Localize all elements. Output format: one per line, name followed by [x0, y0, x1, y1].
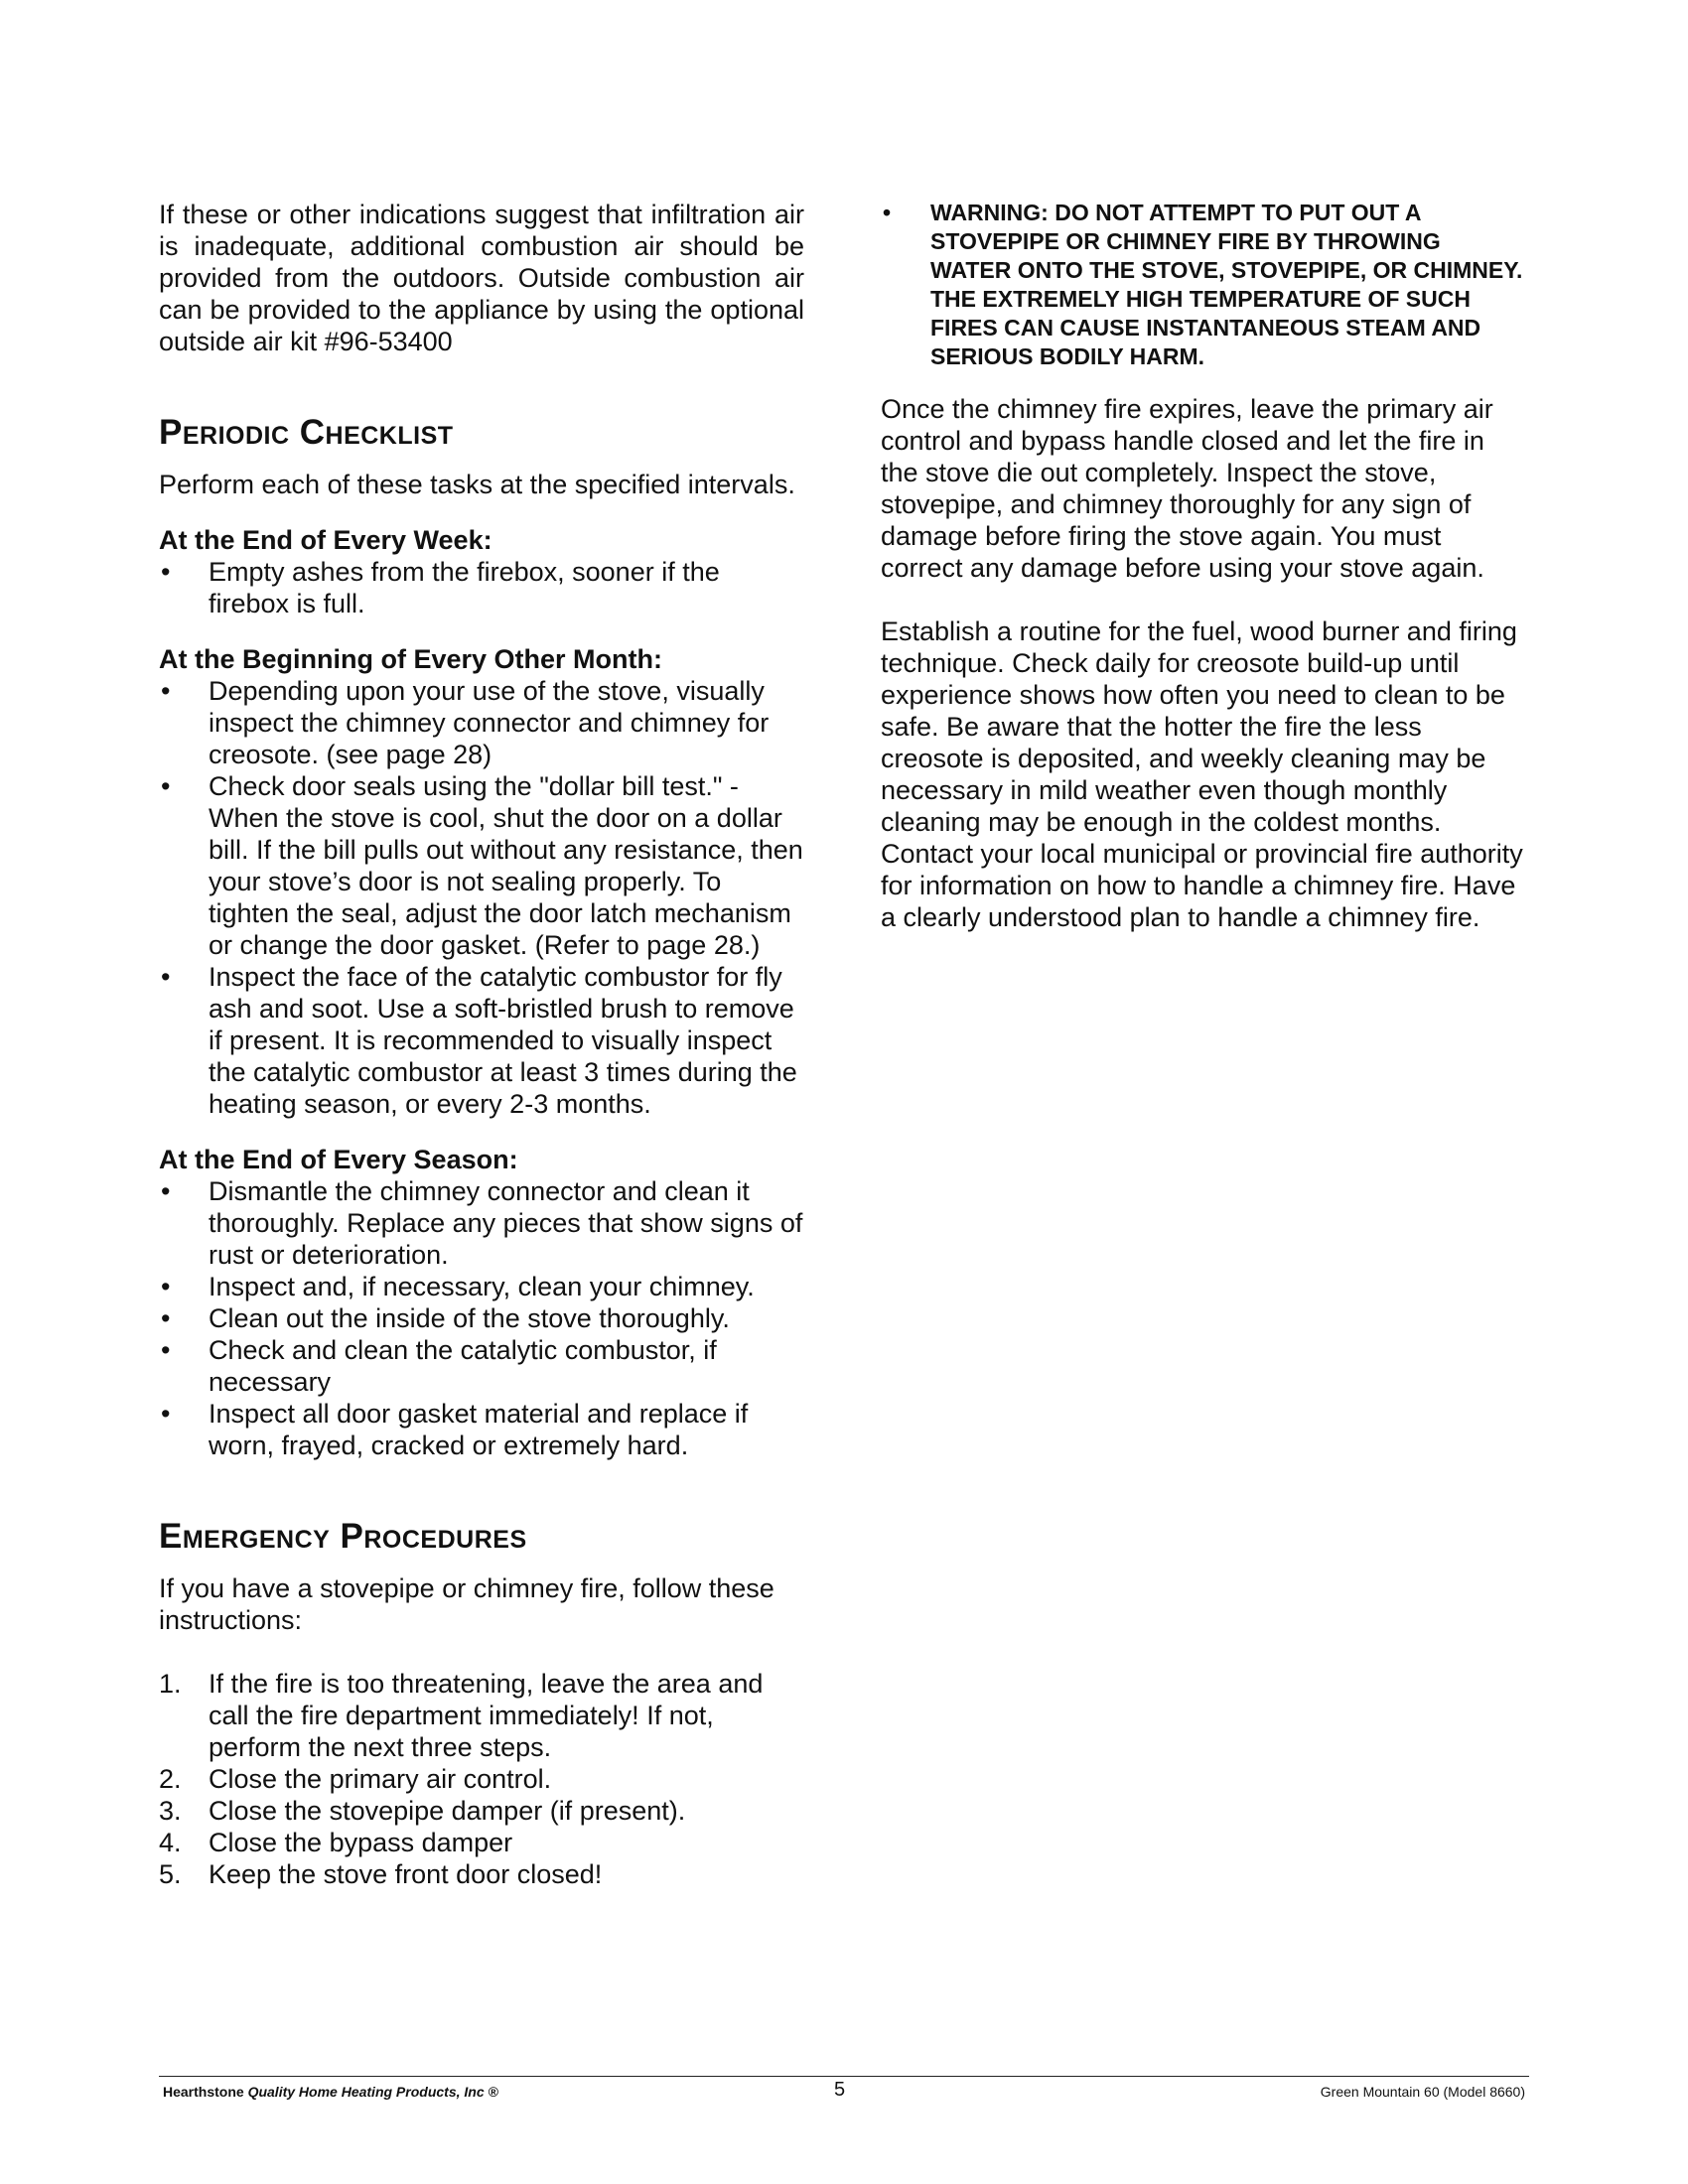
footer-model: Green Mountain 60 (Model 8660) — [1320, 2084, 1525, 2100]
page-footer — [159, 2076, 1529, 2101]
list-item — [159, 1795, 804, 1827]
emergency-procedures-heading: Emergency Procedures — [159, 1517, 527, 1556]
step-text: Close the primary air control. — [209, 1764, 552, 1794]
month-subheading: At the Beginning of Every Other Month: — [159, 644, 662, 674]
list-item — [159, 1827, 804, 1858]
warning-text: • WARNING: DO NOT ATTEMPT TO PUT OUT A STOVEPIPE OR CHIMNEY FIRE BY THROWING WATER ONTO THE STOVE, STOVEPIPE, OR CHIMNEY. THE EXTREMELY HIGH TEMPERATURE OF SUCH FIRES CAN CAUSE INSTANTANEOUS STEAM AND SERIOUS BODILY HARM. — [881, 199, 1526, 371]
right-column — [881, 199, 1526, 933]
after-fire-paragraph: Once the chimney fire expires, leave the primary air control and bypass handle closed and let the fire in the stove die out completely. Inspect the stove, stovepipe, and chimney thoroughly for any sign of damage before firing the stove again. You must correct any damage before using your stove again. — [881, 394, 1493, 583]
emergency-steps — [159, 1668, 804, 1890]
step-text: If the fire is too threatening, leave the area and call the fire department immediately! If not, perform the next three steps. — [209, 1669, 764, 1762]
list-item: • Inspect and, if necessary, clean your chimney. — [159, 1271, 804, 1302]
emergency-lead: If you have a stovepipe or chimney fire, follow these instructions: — [159, 1573, 774, 1635]
week-subheading: At the End of Every Week: — [159, 525, 492, 555]
step-number: 5. — [159, 1859, 182, 1889]
month-list — [159, 675, 804, 1120]
step-number: 4. — [159, 1828, 182, 1857]
list-item — [159, 1668, 804, 1763]
company-tagline: Quality Home Heating Products, Inc ® — [247, 2084, 498, 2100]
season-subheading: At the End of Every Season: — [159, 1145, 518, 1174]
list-item — [159, 1858, 804, 1890]
week-list — [159, 556, 804, 619]
left-column — [159, 199, 804, 1890]
periodic-checklist-heading: Periodic Checklist — [159, 413, 454, 452]
routine-paragraph: Establish a routine for the fuel, wood burner and firing technique. Check daily for creosote build-up until experience shows how often you need to clean to be safe. Be aware that the hotter the fire the less creosote is deposited, and weekly cleaning may be necessary in mild weather even though monthly cleaning may be enough in the coldest months. Contact your local municipal or provincial fire authority for information on how to handle a chimney fire. Have a clearly understood plan to handle a chimney fire. — [881, 616, 1523, 932]
list-item: • Depending upon your use of the stove, visually inspect the chimney connector and chimney for creosote. (see page 28) — [159, 675, 804, 770]
step-text: Close the bypass damper — [209, 1828, 513, 1857]
list-item: • Inspect all door gasket material and replace if worn, frayed, cracked or extremely hard. — [159, 1398, 804, 1461]
step-text: Close the stovepipe damper (if present). — [209, 1796, 686, 1826]
periodic-lead: Perform each of these tasks at the specified intervals. — [159, 470, 795, 499]
step-number: 1. — [159, 1669, 182, 1699]
list-item: • Check and clean the catalytic combustor, if necessary — [159, 1334, 804, 1398]
list-item: • Dismantle the chimney connector and clean it thoroughly. Replace any pieces that show signs of rust or deterioration. — [159, 1175, 804, 1271]
step-text: Keep the stove front door closed! — [209, 1859, 603, 1889]
footer-company — [163, 2083, 498, 2101]
step-number: 3. — [159, 1796, 182, 1826]
list-item: • Check door seals using the "dollar bill test." - When the stove is cool, shut the door on a dollar bill. If the bill pulls out without any resistance, then your stove’s door is not sealing properly. To tighten the seal, adjust the door latch mechanism or change the door gasket. (Refer to page 28.) — [159, 770, 804, 961]
season-list — [159, 1175, 804, 1461]
list-item: • Inspect the face of the catalytic combustor for fly ash and soot. Use a soft-bristled brush to remove if present. It is recommended to visually inspect the catalytic combustor at least 3 times during the heating season, or every 2-3 months. — [159, 961, 804, 1120]
list-item: • Empty ashes from the firebox, sooner if the firebox is full. — [159, 556, 804, 619]
list-item — [159, 1763, 804, 1795]
warning-list — [881, 199, 1526, 371]
company-name: Hearthstone — [163, 2084, 244, 2100]
list-item: • Clean out the inside of the stove thoroughly. — [159, 1302, 804, 1334]
intro-paragraph: If these or other indications suggest that infiltration air is inadequate, additional combustion air should be provided from the outdoors. Outside combustion air can be provided to the appliance by using the optional outside air kit #96-53400 — [159, 200, 804, 356]
page-number: 5 — [834, 2079, 846, 2101]
step-number: 2. — [159, 1764, 182, 1794]
